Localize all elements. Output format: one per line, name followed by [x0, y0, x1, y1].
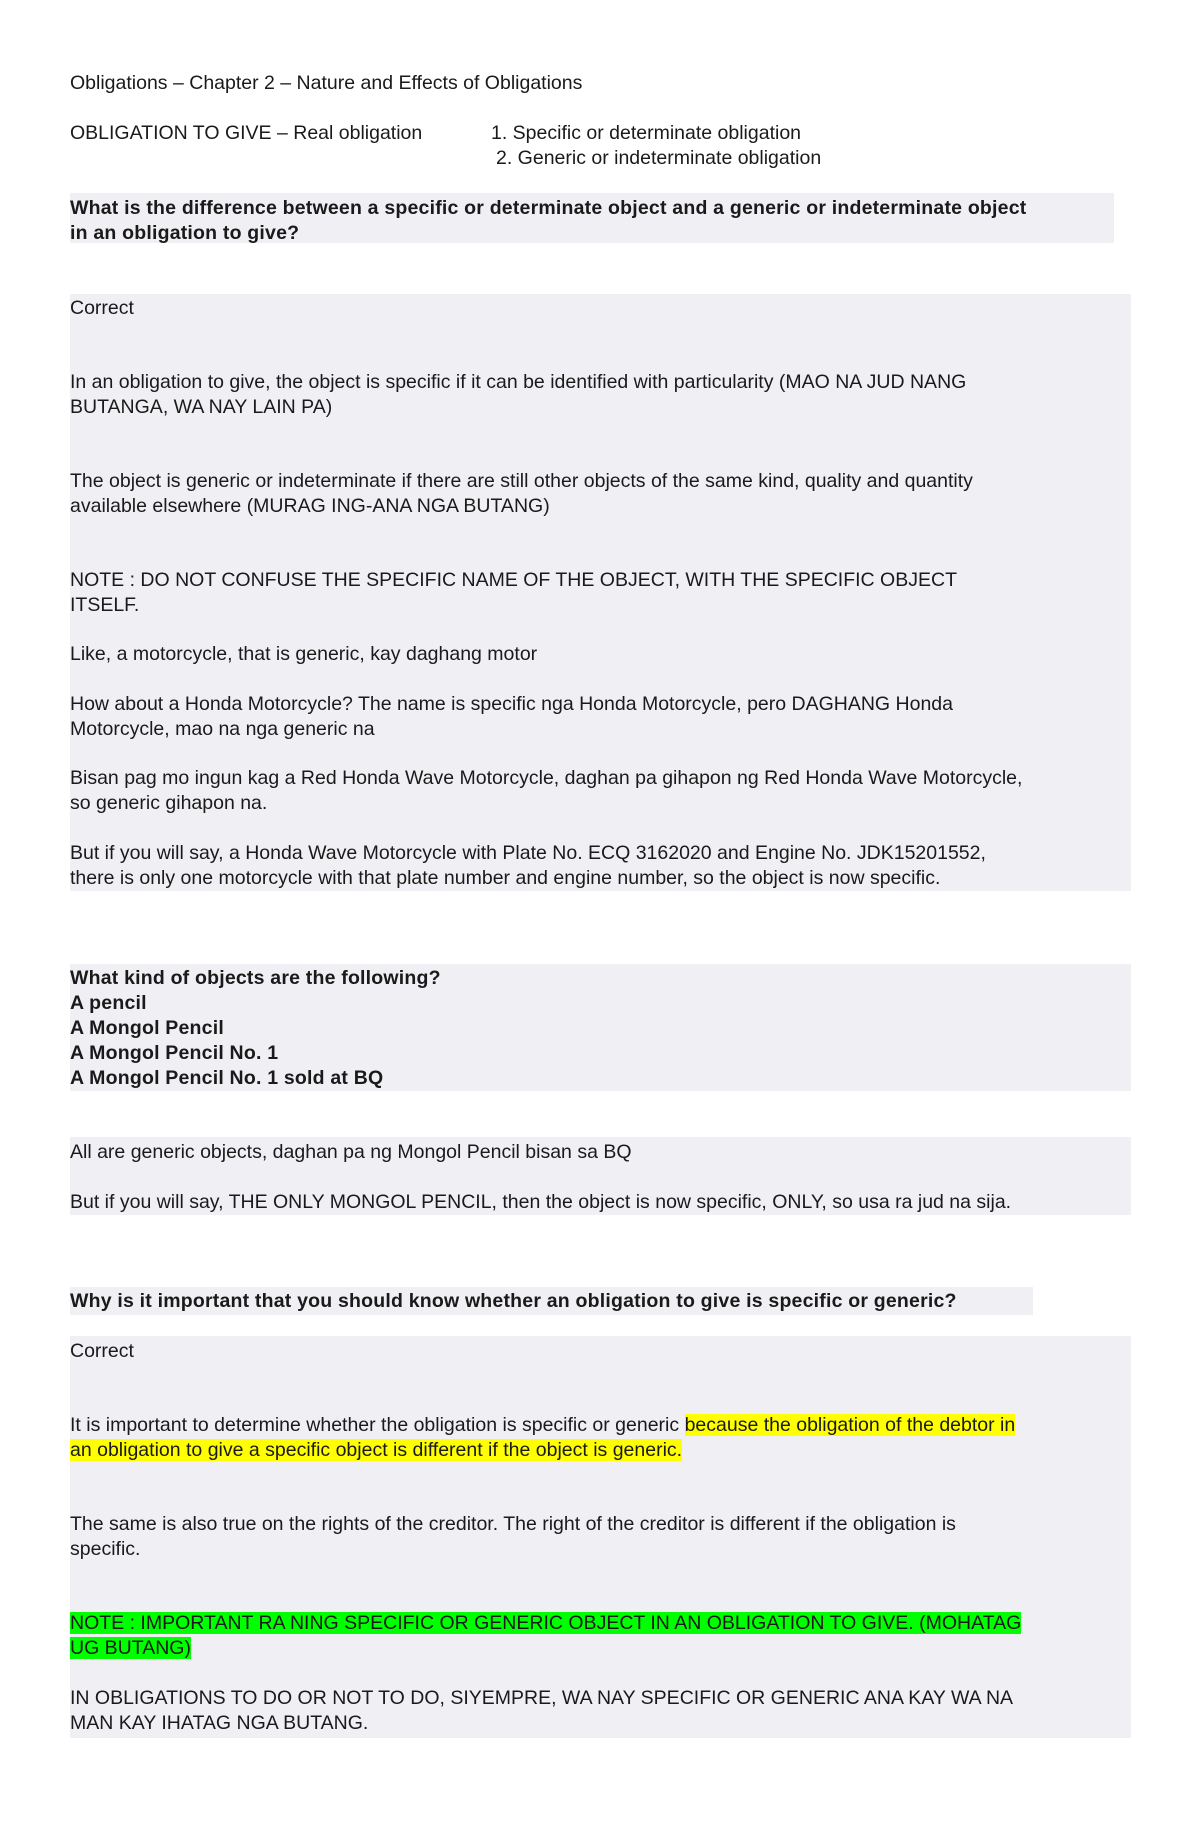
q1-correct-label: Correct [70, 297, 134, 319]
q2-item-4: A Mongol Pencil No. 1 sold at BQ [70, 1067, 384, 1089]
q1-example-4-line-1: But if you will say, a Honda Wave Motorcycle with Plate No. ECQ 3162020 and Engine No. JDK15201552, [70, 842, 986, 864]
obligation-type-2: 2. Generic or indeterminate obligation [496, 147, 822, 169]
obligation-to-give-label: OBLIGATION TO GIVE – Real obligation [70, 122, 423, 144]
q1-generic-line-2: available elsewhere (MURAG ING-ANA NGA BUTANG) [70, 495, 550, 517]
q1-example-4-line-2: there is only one motorcycle with that plate number and engine number, so the object is now specific. [70, 867, 941, 889]
q1-example-3-line-1: Bisan pag mo ingun kag a Red Honda Wave Motorcycle, daghan pa gihapon ng Red Honda Wave Motorcycle, [70, 767, 1023, 789]
q1-specific-line-2: BUTANGA, WA NAY LAIN PA) [70, 396, 333, 418]
q3-note-line-1 [70, 1611, 1021, 1636]
q3-para2-line-2: specific. [70, 1538, 141, 1560]
q2-item-3: A Mongol Pencil No. 1 [70, 1042, 279, 1064]
q1-note-line-1: NOTE : DO NOT CONFUSE THE SPECIFIC NAME OF THE OBJECT, WITH THE SPECIFIC OBJECT [70, 569, 957, 591]
obligation-type-1: 1. Specific or determinate obligation [491, 122, 802, 144]
q2-question-heading: What kind of objects are the following? [70, 967, 441, 989]
q3-para1-line-2 [70, 1438, 682, 1463]
q1-note-line-2: ITSELF. [70, 594, 140, 616]
q3-note-highlight-2: UG BUTANG) [70, 1637, 191, 1659]
q2-answer-1: All are generic objects, daghan pa ng Mongol Pencil bisan sa BQ [70, 1141, 632, 1163]
q1-example-2-line-2: Motorcycle, mao na nga generic na [70, 718, 375, 740]
q3-note-line-2 [70, 1636, 191, 1661]
q1-example-3-line-2: so generic gihapon na. [70, 792, 268, 814]
q1-example-2-line-1: How about a Honda Motorcycle? The name is specific nga Honda Motorcycle, pero DAGHANG Honda [70, 693, 953, 715]
q2-item-1: A pencil [70, 992, 147, 1014]
q1-generic-line-1: The object is generic or indeterminate if there are still other objects of the same kind, quality and quantity [70, 470, 973, 492]
q3-para1-highlight-b: an obligation to give a specific object is different if the object is generic. [70, 1439, 683, 1461]
q3-correct-label: Correct [70, 1340, 134, 1362]
document-title: Obligations – Chapter 2 – Nature and Effects of Obligations [70, 72, 583, 94]
q3-question: Why is it important that you should know whether an obligation to give is specific or generic? [70, 1290, 957, 1312]
q3-final-line-2: MAN KAY IHATAG NGA BUTANG. [70, 1712, 369, 1734]
q1-question-line-1: What is the difference between a specific or determinate object and a generic or indeterminate object [70, 197, 1027, 219]
q3-note-highlight-1: NOTE : IMPORTANT RA NING SPECIFIC OR GENERIC OBJECT IN AN OBLIGATION TO GIVE. (MOHATAG [70, 1612, 1022, 1634]
q2-answer-2: But if you will say, THE ONLY MONGOL PENCIL, then the object is now specific, ONLY, so usa ra jud na sija. [70, 1191, 1012, 1213]
q1-specific-line-1: In an obligation to give, the object is specific if it can be identified with particularity (MAO NA JUD NANG [70, 371, 967, 393]
q3-final-line-1: IN OBLIGATIONS TO DO OR NOT TO DO, SIYEMPRE, WA NAY SPECIFIC OR GENERIC ANA KAY WA NA [70, 1687, 1014, 1709]
q3-para1-highlight-a: because the obligation of the debtor in [684, 1414, 1016, 1436]
q1-question-line-2: in an obligation to give? [70, 222, 300, 244]
q3-para1-plain: It is important to determine whether the obligation is specific or generic [70, 1414, 685, 1436]
q3-para2-line-1: The same is also true on the rights of the creditor. The right of the creditor is different if the obligation is [70, 1513, 956, 1535]
q3-para1-line-1 [70, 1413, 1015, 1438]
q3-answer-shade [70, 1336, 1131, 1738]
q2-item-2: A Mongol Pencil [70, 1017, 224, 1039]
q1-example-1: Like, a motorcycle, that is generic, kay daghang motor [70, 643, 538, 665]
